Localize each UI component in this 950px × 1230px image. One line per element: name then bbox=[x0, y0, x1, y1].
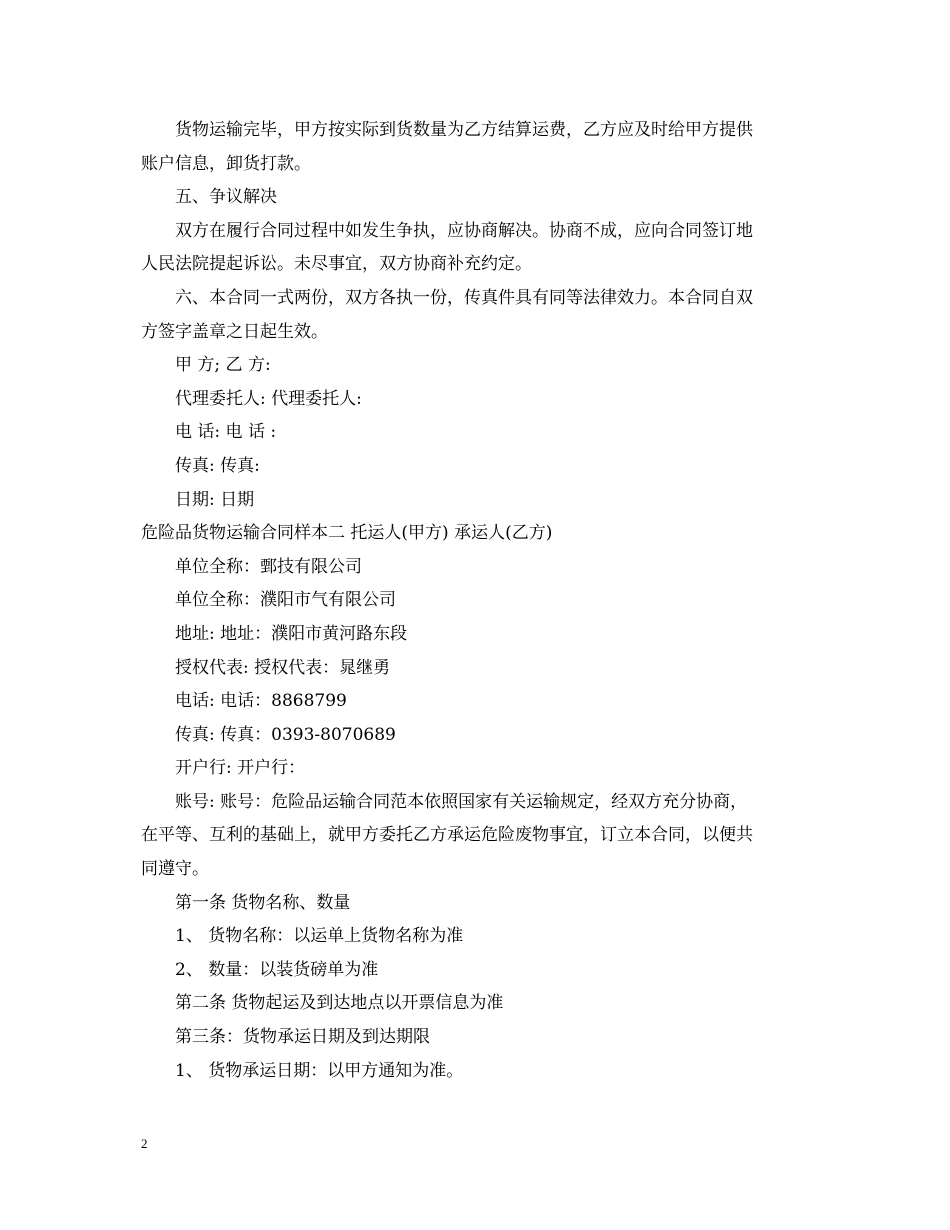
signature-line: 电 话: 电 话 : bbox=[175, 422, 277, 443]
paragraph-line: 六、本合同一式两份，双方各执一份，传真件具有同等法律效力。本合同自双 bbox=[175, 287, 753, 308]
party-info-line: 单位全称：鄄技有限公司 bbox=[175, 556, 362, 577]
paragraph-line: 账号: 账号：危险品运输合同范本依照国家有关运输规定，经双方充分协商， bbox=[175, 791, 748, 812]
signature-line: 代理委托人: 代理委托人: bbox=[175, 388, 362, 409]
signature-line: 甲 方; 乙 方: bbox=[175, 355, 271, 376]
paragraph-line: 双方在履行合同过程中如发生争执，应协商解决。协商不成，应向合同签订地 bbox=[175, 220, 753, 241]
document-subtitle: 危险品货物运输合同样本二 托运人(甲方) 承运人(乙方) bbox=[141, 523, 553, 544]
paragraph-line: 货物运输完毕，甲方按实际到货数量为乙方结算运费，乙方应及时给甲方提供 bbox=[175, 120, 753, 140]
signature-line: 日期: 日期 bbox=[175, 489, 255, 510]
page-number: 2 bbox=[141, 1136, 148, 1151]
paragraph-line: 账户信息，卸货打款。 bbox=[141, 153, 311, 174]
article-heading: 第三条：货物承运日期及到达期限 bbox=[175, 1027, 430, 1048]
article-heading: 第二条 货物起运及到达地点以开票信息为准 bbox=[175, 993, 504, 1014]
party-info-line: 传真: 传真：0393-8070689 bbox=[175, 724, 396, 745]
party-info-line: 电话: 电话：8868799 bbox=[175, 691, 347, 712]
signature-line: 传真: 传真: bbox=[175, 455, 260, 476]
paragraph-line: 在平等、互利的基础上，就甲方委托乙方承运危险废物事宜，订立本合同，以便共 bbox=[141, 825, 753, 846]
party-info-line: 开户行: 开户行： bbox=[175, 758, 306, 779]
party-info-line: 单位全称：濮阳市气有限公司 bbox=[175, 590, 396, 611]
party-info-line: 地址: 地址：濮阳市黄河路东段 bbox=[175, 623, 408, 644]
list-item: 2、 数量：以装货磅单为准 bbox=[175, 959, 379, 980]
list-item: 1、 货物承运日期：以甲方通知为准。 bbox=[175, 1060, 464, 1081]
article-heading: 第一条 货物名称、数量 bbox=[175, 892, 351, 913]
document-body bbox=[141, 114, 821, 1088]
party-info-line: 授权代表: 授权代表：晁继勇 bbox=[175, 657, 391, 678]
paragraph-line: 方签字盖章之日起生效。 bbox=[141, 321, 328, 342]
paragraph-line: 人民法院提起诉讼。未尽事宜，双方协商补充约定。 bbox=[141, 254, 532, 275]
paragraph-line: 同遵守。 bbox=[141, 859, 209, 880]
list-item: 1、 货物名称：以运单上货物名称为准 bbox=[175, 926, 464, 947]
section-heading: 五、争议解决 bbox=[175, 187, 277, 208]
